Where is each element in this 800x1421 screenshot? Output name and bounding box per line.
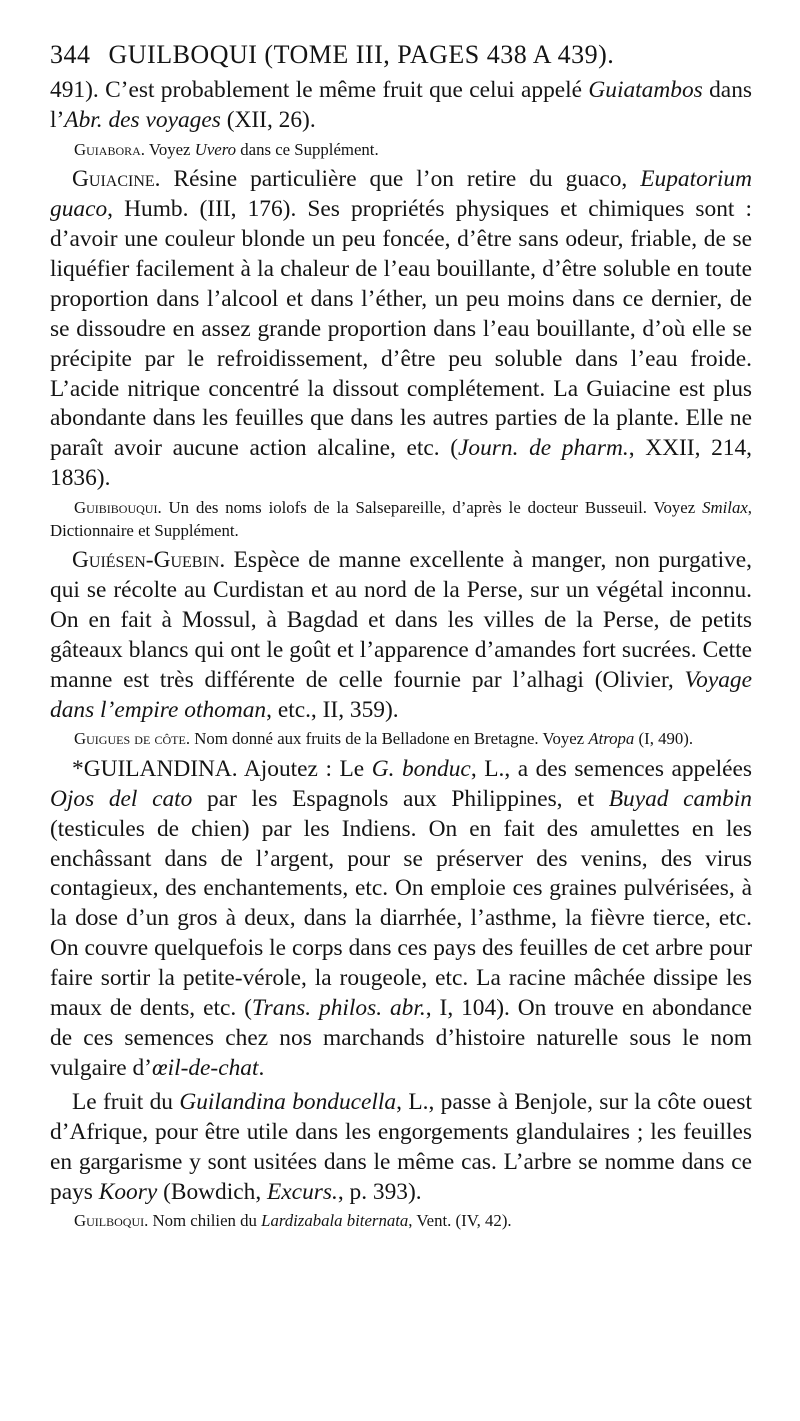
entry-guiesen-guebin: Guiésen-Guebin. Espèce de manne excellente à manger, non purgative, qui se récolte au Curdistan et au nord de la Perse, sur un végétal inconnu. On en fait à Mossul, à Bagdad et dans les villes de la Perse, de petits gâteaux blancs qui ont le goût et l’apparence d’amandes fort sucrées. Cette manne est très différente de celle fournie par l’alhagi (Olivier, Voyage dans l’empire othoman, etc., II, 359).: [50, 547, 752, 723]
running-title: GUILBOQUI (TOME III, PAGES 438 A 439).: [108, 40, 615, 69]
entry-guigues-de-cote: Guigues de côte. Nom donné aux fruits de la Belladone en Bretagne. Voyez Atropa (I, 490).: [74, 729, 694, 749]
page-header: [50, 40, 752, 70]
entry-guiacine: Guiacine. Résine particulière que l’on retire du guaco, Eupatorium guaco, Humb. (III, 176). Ses propriétés physiques et chimiques sont : d’avoir une couleur blonde un peu foncée, d’être sans odeur, friable, de se liquéfier facilement à la chaleur de l’eau bouillante, d’être soluble en toute proportion dans l’alcool et dans l’éther, un peu moins dans ce dernier, de se dissoudre en assez grande proportion dans l’eau bouillante, d’où elle se précipite par le refroidissement, d’être peu soluble dans l’eau froide. L’acide nitrique concentré la dissout complétement. La Guiacine est plus abondante dans les feuilles que dans les autres parties de la plante. Elle ne paraît avoir aucune action alcaline, etc. (Journ. de pharm., XXII, 214, 1836).: [50, 166, 753, 492]
entry-guibibouqui: Guibibouqui. Un des noms iolofs de la Salsepareille, d’après le docteur Busseuil. Voyez Smilax, Dictionnaire et Supplément.: [50, 498, 752, 540]
entry-guilandina: *GUILANDINA. Ajoutez : Le G. bonduc, L., a des semences appelées Ojos del cato par les Espagnols aux Philippines, et Buyad cambin (testicules de chien) par les Indiens. On en fait des amulettes en les enchâssant dans de l’argent, pour se préserver des venins, des virus contagieux, des enchantements, etc. On emploie ces graines pulvérisées, à la dose d’un gros à deux, dans la diarrhée, l’asthme, la fièvre tierce, etc. On couvre quelquefois le corps dans ces pays des feuilles de cet arbre pour faire sortir la petite-vérole, la rougeole, etc. La racine mâchée dissipe les maux de dents, etc. (Trans. philos. abr., I, 104). On trouve en abondance de ces semences chez nos marchands d’histoire naturelle sous le nom vulgaire d’œil-de-chat.: [50, 755, 753, 1081]
page-number: 344: [50, 40, 91, 69]
entry-guilboqui: Guilboqui. Nom chilien du Lardizabala biternata, Vent. (IV, 42).: [74, 1211, 512, 1231]
entry-guiabora: Guiabora. Voyez Uvero dans ce Supplément.: [74, 139, 379, 159]
entry-guilandina-bonducella: Le fruit du Guilandina bonducella, L., passe à Benjole, sur la côte ouest d’Afrique, pour être utile dans les engorgements glandulaires ; les feuilles en gargarisme y sont usitées dans le même cas. L’arbre se nomme dans ce pays Koory (Bowdich, Excurs., p. 393).: [50, 1088, 753, 1205]
entry-continuation: 491). C’est probablement le même fruit que celui appelé Guiatambos dans l’Abr. des voyages (XII, 26).: [50, 77, 752, 133]
